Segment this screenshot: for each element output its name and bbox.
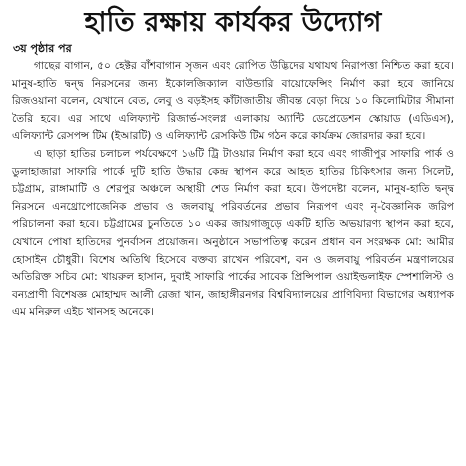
article-body: [12, 58, 454, 322]
article-paragraph-2: এ ছাড়া হাতির চলাচল পর্যবেক্ষণে ১৬টি ট্রি টাওয়ার নির্মাণ করা হবে এবং গাজীপুর সাফারি পার্ক ও ডুলাহাজারা সাফারি পার্কে দুটি হাতি উদ্ধার কেন্দ্র স্থাপন করে আহত হাতির চিকিৎসার জন্য সিলেট, চট্টগ্রাম, রাঙ্গামাটি ও শেরপুর অঞ্চলে অস্থায়ী শেড নির্মাণ করা হবে। উপদেষ্টা বলেন, মানুষ-হাতি দ্বন্দ্ব নিরসনে এনথ্রোপোজেনিক প্রভাব ও জলবায়ু পরিবর্তনের প্রভাব নিরূপণ এবং নৃ-বৈজ্ঞানিক জরিপ পরিচালনা করা হবে। চট্টগ্রামের চুনতিতে ১০ একর জায়গাজুড়ে একটি হাতি অভয়ারণ্য স্থাপন করা হবে, যেখানে পোষা হাতিদের পুনর্বাসন প্রয়োজন। অনুষ্ঠানে সভাপতিত্ব করেন প্রধান বন সংরক্ষক মো: আমীর হোসাইন চৌধুরী। বিশেষ অতিথি হিসেবে বক্তব্য রাখেন পরিবেশ, বন ও জলবায়ু পরিবর্তন মন্ত্রণালয়ের অতিরিক্ত সচিব মো: খায়রুল হাসান, দুবাই সাফারি পার্কের সাবেক প্রিন্সিপাল ওয়াইল্ডলাইফ স্পেশালিস্ট ও বন্যপ্রাণী বিশেষজ্ঞ মোহাম্মদ আলী রেজা খান, জাহাঙ্গীরনগর বিশ্ববিদ্যালয়ের প্রাণিবিদ্যা বিভাগের অধ্যাপক এম মনিরুল এইচ খানসহ অনেকে।: [12, 147, 454, 319]
article-paragraph-1: গাছের বাগান, ৫০ হেক্টর বাঁশবাগান সৃজন এবং রোপিত উদ্ভিদের যথাযথ নিরাপত্তা নিশ্চিত করা হবে। মানুষ-হাতি দ্বন্দ্ব নিরসনের জন্য ইকোলজিক্যাল বাউন্ডারি বায়োফেন্সিং নির্মাণ করা হবে জানিয়ে রিজওয়ানা বলেন, যেখানে বেত, লেবু ও বড়ইসহ কাঁটাজাতীয় জীবন্ত বেড়া দিয়ে ১০ কিলোমিটার সীমানা তৈরি হবে। এর সাথে এলিফ্যান্ট রিজার্ভ-সংলগ্ন এলাকায় অ্যান্টি ডেপ্রেডেশন স্কোয়াড (এডিএস), এলিফ্যান্ট রেসপন্স টিম (ইআরটি) ও এলিফ্যান্ট রেসকিউ টিম গঠন করে কার্যক্রম জোরদার করা হবে।: [12, 60, 454, 143]
continued-from-label: ৩য় পৃষ্ঠার পর: [13, 42, 72, 55]
headline: হাতি রক্ষায় কার্যকর উদ্যোগ: [84, 7, 382, 38]
